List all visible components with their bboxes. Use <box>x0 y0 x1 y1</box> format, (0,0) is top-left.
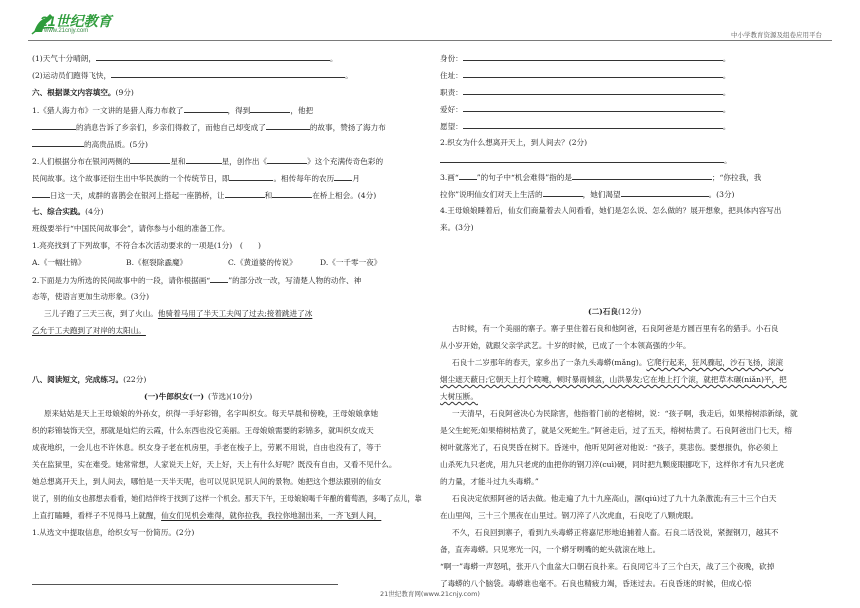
passage-1-line-4: 关在监狱里，实在难受。她常常想，人家说天上好，天上好，天上有什么好呢？既没有自由，又看不见什么。 <box>32 460 397 469</box>
q7-intro: 班级要举行“中国民间故事会”，请你参与小组的准备工作。 <box>32 224 230 233</box>
resume-hobby: 爱好： 。 <box>440 102 730 116</box>
footer-divider <box>32 584 338 585</box>
header-divider <box>28 40 832 41</box>
q7-1-option-c: C.《黄道婆的传说》 <box>228 258 297 267</box>
logo-url: www.21cnjy.com <box>44 28 89 34</box>
q7-1-option-d: D.《一千零一夜》 <box>320 258 382 267</box>
q7-2-excerpt-2: 乙允于工夫跑到了对岸的太阳山。 <box>32 326 146 335</box>
passage-2-line-2: 从小岁开始，就跟父亲学武艺。十岁的时候，已成了一个本领高强的少年。 <box>440 341 691 350</box>
rq2-answer-line: 。 <box>440 153 732 167</box>
passage-2-line-15: “啊一”毒蟒一声怒吼，张开八个血盆大口朝石良扑来。石良同它斗了三个白天，战了三个夜晚，砍掉 <box>440 562 775 571</box>
passage-2-line-12: 在山里闯，三十三个黑夜在山里过。钢刀淬了八次虎血，石良吃了八颗虎眼。 <box>440 511 699 520</box>
q5-item-1: (1)天气十分晴朗， 。 <box>32 51 338 65</box>
resume-wish: 愿望： 。 <box>440 119 730 133</box>
rq3-line-1: 3.画“ ”的句子中“机会难得”指的是 ；“你拉我，我 <box>440 170 761 184</box>
header-platform-text: 中小学教育资源及组卷应用平台 <box>731 31 822 39</box>
resume-duty: 职责： 。 <box>440 85 730 99</box>
logo-text: 21世纪教育 <box>40 13 112 29</box>
passage-2-line-4: 烟尘遮天蔽日;它朝天上打个喷嚏，顿时暴雨倾盆，山洪暴发;它在地上打个滚，就把草木碾(niǎn)平，把 <box>440 375 787 384</box>
q7-1-option-b: B.《枢裂除蟊魔》 <box>126 258 188 267</box>
passage-2-line-9: 山杀死九只老虎，用九只老虎的血把你的钢刀淬(cuì)硬，同时把九颗庞眼挪吃下，这样你才有九只老虎 <box>440 460 785 469</box>
section-6-title: 六、根据课文内容填空。(9分) <box>32 88 134 97</box>
passage-1-line-1: 原来姑姑是天上王母娘娘的外孙女，织得一手好彩锦，名字叫织女。每天早晨和傍晚，王母娘娘拿她 <box>44 409 379 418</box>
passage-2-line-16: 了毒蟒的八个脑袋。毒蟒谁也毫不。石良也精疲力竭，昏迷过去。石良昏迷的时候，但成心惊 <box>440 579 752 588</box>
rq4-line-1: 4.王母娘娘睡着后，仙女们商量着去人间看看，她们是怎么说、怎么做的？展开想象，把具体内容写出 <box>440 206 782 215</box>
q6-1-line-2: 的消息告诉了乡亲们，乡亲们得救了，而他自己却变成了 的故事，赞扬了海力布 <box>32 120 386 134</box>
passage-2-line-8: 树叶就落光了，石良哭昏在树下。昏迷中，他听见阿爸对他说：“孩子，莫悲伤。要想报仇，你必须上 <box>440 443 779 452</box>
passage-2-line-5: 大树压断。 <box>440 392 478 401</box>
passage-2-line-14: 备，直奔毒蟒。只见寒光一闪，一个蟒牙咧嘴的蛇头就滚在地上。 <box>440 545 661 554</box>
passage-2-line-13: 不久，石良回到寨子，看到九头毒蟒正将嘉尼形地追捕着人畜。石良二话没说，紧握钢刀，越其不 <box>452 528 779 537</box>
q7-2-line-1: 2.下面是力为所选的民间故事中的一段，请你根据画“ ”的部分改一改，写清楚人物的动作、神 <box>32 273 361 287</box>
q7-1: 1.亮亮找到了下列故事，不符合本次活动要求的一项是(1分) ( ) <box>32 241 261 250</box>
passage-2-line-6: 一天清早，石良阿爸决心为民除害，他指着门前的老榕树，说：“孩子啊，我走后，如果榕树添新绿，就 <box>452 409 798 418</box>
rq3-line-2: 拉你”说明仙女们对天上生活的 ，她们渴望 。(3分) <box>440 187 735 201</box>
q5-item-2: (2)运动员们跑得飞快， 。 <box>32 68 353 82</box>
section-8-title: 八、阅读短文，完成练习。(22分) <box>32 375 147 384</box>
passage-1-line-2: 织的彩锦装饰天空，那就是灿烂的云霞，什么东西也没它美丽。王母娘娘需要的彩锦多，就叫织女成天 <box>32 426 374 435</box>
passage-2-line-1: 古时候，有一个美丽的寨子。寨子里住着石良和他阿爸，石良阿爸是方圆百里有名的猎手。小石良 <box>452 324 779 333</box>
q7-2-line-2: 态等，使语言更加生动形象。(3分) <box>32 292 150 301</box>
q6-1-line-1: 1.《猎人海力布》一文讲的是猎人海力布救了 ，得到 ，他把 <box>32 103 313 117</box>
passage-1-line-3: 成夜地织，一会儿也不许休息。织女身子老在机房里，手老在梭子上，劳累不用说，自由也没有了，等于 <box>32 443 382 452</box>
q7-2-excerpt-1: 三儿子跑了三天三夜，到了火山。他骑着马用了半天工夫闯了过去;接着跳进了冰 <box>44 309 313 318</box>
passage-1-title: (一)牛郎织女(一) (节选)(10分) <box>144 392 253 401</box>
q7-1-option-a: A.《一幅壮锦》 <box>32 258 86 267</box>
page-header <box>0 0 860 44</box>
passage-2-line-3: 石良十二岁那年的春天，家乡出了一条九头毒蟒(mǎng)。它爬行起来，狂风骤起，沙石飞扬，滚滚 <box>452 358 784 367</box>
resume-identity: 身份： 。 <box>440 51 730 65</box>
q6-2-line-3: 日这一天，成群的喜鹊会在银河上搭起一座鹊桥，让 和 在桥上相会。(4分) <box>32 188 376 202</box>
passage-2-line-10: 的力量，才能斗过九头毒蟒。” <box>440 477 539 486</box>
q6-2-line-1: 2.人们根据分布在银河两侧的 星和 星，创作出《 》这个充满传奇色彩的 <box>32 154 383 168</box>
q6-1-line-3: 的高贵品质。(5分) <box>32 137 148 151</box>
resume-address: 住址： 。 <box>440 68 730 82</box>
q8-1: 1.从选文中提取信息，给织女写一份简历。(2分) <box>32 528 195 537</box>
rq2: 2.织女为什么想离开天上，到人间去？(2分) <box>440 138 588 147</box>
passage-1-line-6: 说了，别的仙女也都想去看看，她们结伴终于找到了这样一个机会。那天下午，王母娘娘喝千年酿的葡萄酒，多喝了点儿，靠 <box>32 494 422 503</box>
rq4-line-2: 来。(3分) <box>440 223 474 232</box>
passage-2-line-11: 石良决定依照阿爸的话去做。他走遍了九十九座高山，涸(qiú)过了九十九条激流;有三十三个白天 <box>452 494 777 503</box>
q6-2-line-2: 民间故事。这个故事还衍生出中华民族的一个传统节日，即 。相传每年的农历 月 <box>32 171 360 185</box>
passage-2-title: (二)石良(12分) <box>588 307 642 316</box>
passage-1-line-7: 上直打瞌睡，看样子不见得马上就醒，仙女们见机会难得，就你拉我，我拉你地溜出来，一齐飞到人间， <box>32 511 382 520</box>
passage-1-line-5: 她总想离开天上，到人间去，哪怕是一天半天呢，也可以见识见识人间的景物。她把这个想法跟别的仙女 <box>32 477 382 486</box>
passage-2-line-7: 是父生蛇死;如果榕树枯黄了，就是父死蛇生。”阿爸走后，过了五天，榕树枯黄了。石良阿爸出门七天，榕 <box>440 426 792 435</box>
page-footer: 21世纪教育网(www.21cnjy.com) <box>380 590 480 598</box>
section-7-title: 七、综合实践。(4分) <box>32 207 104 216</box>
